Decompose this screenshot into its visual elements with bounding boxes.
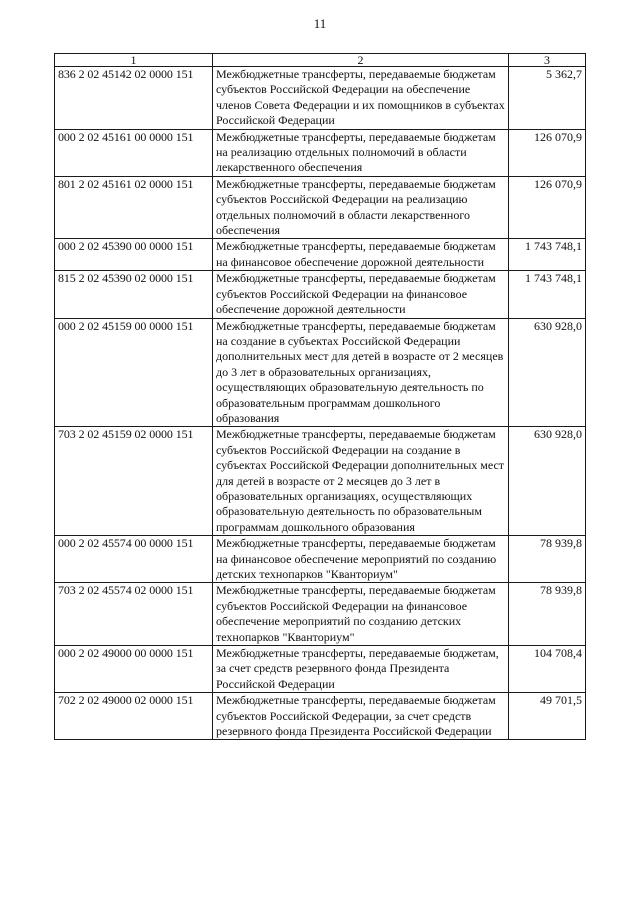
table-row xyxy=(55,693,586,740)
description-cell: Межбюджетные трансферты, передаваемые бюджетам субъектов Российской Федерации на финансовое обеспечение мероприятий по созданию детских технопарков "Кванториум" xyxy=(213,583,509,646)
description-cell: Межбюджетные трансферты, передаваемые бюджетам, за счет средств резервного фонда Президента Российской Федерации xyxy=(213,646,509,693)
description-cell: Межбюджетные трансферты, передаваемые бюджетам на финансовое обеспечение мероприятий по созданию детских технопарков "Кванториум" xyxy=(213,536,509,583)
description-cell: Межбюджетные трансферты, передаваемые бюджетам на реализацию отдельных полномочий в области лекарственного обеспечения xyxy=(213,129,509,176)
table-row xyxy=(55,427,586,536)
description-cell: Межбюджетные трансферты, передаваемые бюджетам субъектов Российской Федерации на обеспечение членов Совета Федерации и их помощников в субъектах Российской Федерации xyxy=(213,67,509,130)
table-row xyxy=(55,239,586,271)
budget-code-cell: 000 2 02 45159 00 0000 151 xyxy=(55,318,213,427)
column-header-1: 1 xyxy=(55,54,213,67)
description-cell: Межбюджетные трансферты, передаваемые бюджетам субъектов Российской Федерации на финансовое обеспечение дорожной деятельности xyxy=(213,271,509,318)
amount-cell: 126 070,9 xyxy=(509,176,586,239)
column-header-3: 3 xyxy=(509,54,586,67)
table-row xyxy=(55,318,586,427)
budget-code-cell: 000 2 02 45574 00 0000 151 xyxy=(55,536,213,583)
table-row xyxy=(55,129,586,176)
budget-code-cell: 703 2 02 45574 02 0000 151 xyxy=(55,583,213,646)
amount-cell: 630 928,0 xyxy=(509,318,586,427)
amount-cell: 78 939,8 xyxy=(509,583,586,646)
description-cell: Межбюджетные трансферты, передаваемые бюджетам субъектов Российской Федерации на реализацию отдельных полномочий в области лекарственного обеспечения xyxy=(213,176,509,239)
budget-code-cell: 000 2 02 49000 00 0000 151 xyxy=(55,646,213,693)
table-row xyxy=(55,536,586,583)
budget-code-cell: 801 2 02 45161 02 0000 151 xyxy=(55,176,213,239)
amount-cell: 126 070,9 xyxy=(509,129,586,176)
amount-cell: 630 928,0 xyxy=(509,427,586,536)
description-cell: Межбюджетные трансферты, передаваемые бюджетам на создание в субъектах Российской Федерации дополнительных мест для детей в возрасте от 2 месяцев до 3 лет в образовательных организациях, осуществляющих образовательную деятельность по образовательным программам дошкольного образования xyxy=(213,318,509,427)
amount-cell: 49 701,5 xyxy=(509,693,586,740)
table-row xyxy=(55,271,586,318)
page-number: 11 xyxy=(313,16,327,31)
description-cell: Межбюджетные трансферты, передаваемые бюджетам субъектов Российской Федерации, за счет средств резервного фонда Президента Российской Федерации xyxy=(213,693,509,740)
table-row xyxy=(55,583,586,646)
header-row xyxy=(55,54,586,67)
description-cell: Межбюджетные трансферты, передаваемые бюджетам на финансовое обеспечение дорожной деятельности xyxy=(213,239,509,271)
table-row xyxy=(55,646,586,693)
amount-cell: 5 362,7 xyxy=(509,67,586,130)
budget-code-cell: 702 2 02 49000 02 0000 151 xyxy=(55,693,213,740)
budget-code-cell: 000 2 02 45390 00 0000 151 xyxy=(55,239,213,271)
table-body xyxy=(55,67,586,740)
description-cell: Межбюджетные трансферты, передаваемые бюджетам субъектов Российской Федерации на создание в субъектах Российской Федерации дополнительных мест для детей в возрасте от 2 месяцев до 3 лет в образовательных организациях, осуществляющих образовательную деятельность по образовательным программам дошкольного образования xyxy=(213,427,509,536)
table-header xyxy=(55,54,586,67)
table-row xyxy=(55,176,586,239)
amount-cell: 1 743 748,1 xyxy=(509,239,586,271)
budget-code-cell: 815 2 02 45390 02 0000 151 xyxy=(55,271,213,318)
budget-code-cell: 703 2 02 45159 02 0000 151 xyxy=(55,427,213,536)
budget-table xyxy=(54,53,586,740)
amount-cell: 104 708,4 xyxy=(509,646,586,693)
budget-code-cell: 836 2 02 45142 02 0000 151 xyxy=(55,67,213,130)
budget-code-cell: 000 2 02 45161 00 0000 151 xyxy=(55,129,213,176)
amount-cell: 78 939,8 xyxy=(509,536,586,583)
column-header-2: 2 xyxy=(213,54,509,67)
amount-cell: 1 743 748,1 xyxy=(509,271,586,318)
table-row xyxy=(55,67,586,130)
